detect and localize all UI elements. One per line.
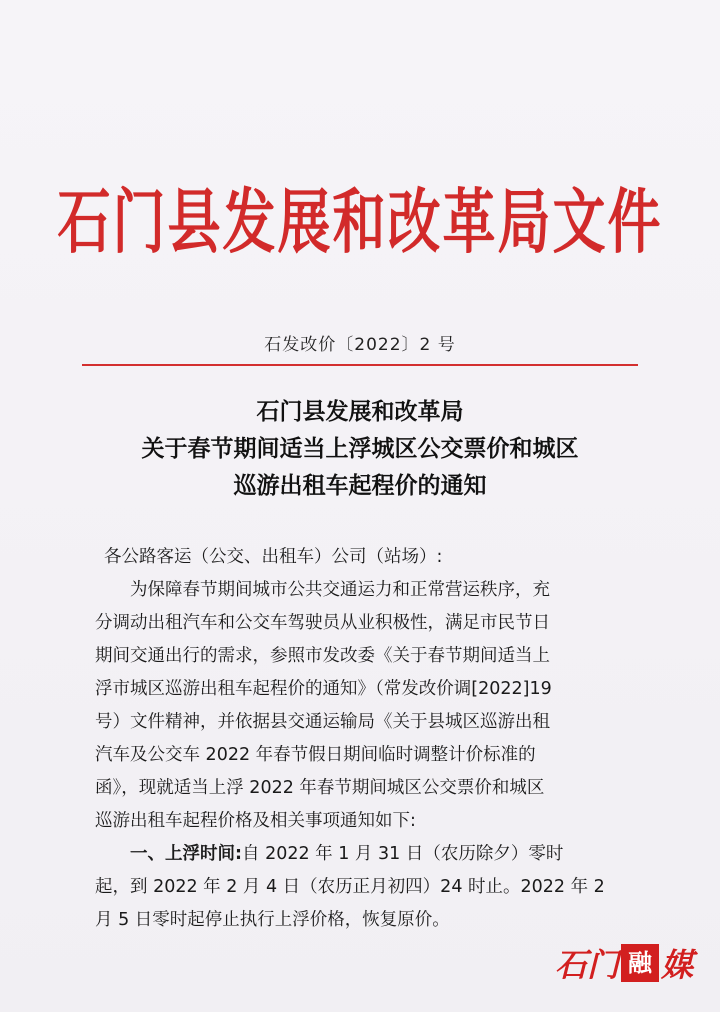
section-1-line: 起，到 2022 年 2 月 4 日（农历正月初四）24 时止。2022 年 2 — [95, 877, 605, 897]
salutation: 各公路客运（公交、出租车）公司（站场）: — [104, 547, 443, 567]
section-1-heading: 一、上浮时间: — [130, 844, 242, 864]
issuer-header: 石门县发展和改革局文件 — [57, 181, 663, 264]
watermark-text-right: 媒 — [661, 946, 694, 984]
section-1-line: 月 5 日零时起停止执行上浮价格，恢复原价。 — [95, 910, 450, 930]
paragraph-line: 号）文件精神，并依据县交通运输局《关于县城区巡游出租 — [95, 712, 550, 732]
document-number: 石发改价〔2022〕2 号 — [264, 335, 456, 355]
paragraph-line: 期间交通出行的需求，参照市发改委《关于春节期间适当上 — [95, 646, 550, 666]
section-1-line — [95, 838, 629, 871]
paragraph-line: 分调动出租汽车和公交车驾驶员从业积极性，满足市民节日 — [95, 613, 550, 633]
paragraph-line: 巡游出租车起程价格及相关事项通知如下: — [95, 811, 416, 831]
red-divider — [82, 364, 638, 366]
notice-title-line-3: 巡游出租车起程价的通知 — [233, 473, 487, 499]
paragraph-line: 为保障春节期间城市公共交通运力和正常营运秩序，充 — [130, 580, 550, 600]
paragraph-line: 函》，现就适当上浮 2022 年春节期间城区公交票价和城区 — [95, 778, 545, 798]
paragraph-line: 浮市城区巡游出租车起程价的通知》（常发改价调[2022]19 — [95, 679, 552, 699]
section-1-text: 自 2022 年 1 月 31 日（农历除夕）零时 — [242, 844, 564, 864]
notice-title-line-2: 关于春节期间适当上浮城区公交票价和城区 — [141, 436, 579, 462]
media-logo-icon: 融 — [621, 944, 659, 982]
notice-body — [95, 541, 629, 937]
media-watermark-logo — [555, 941, 693, 985]
paragraph-line: 汽车及公交车 2022 年春节假日期间临时调整计价标准的 — [95, 745, 536, 765]
notice-title-line-1: 石门县发展和改革局 — [256, 399, 464, 425]
watermark-text-left: 石门 — [555, 946, 620, 984]
